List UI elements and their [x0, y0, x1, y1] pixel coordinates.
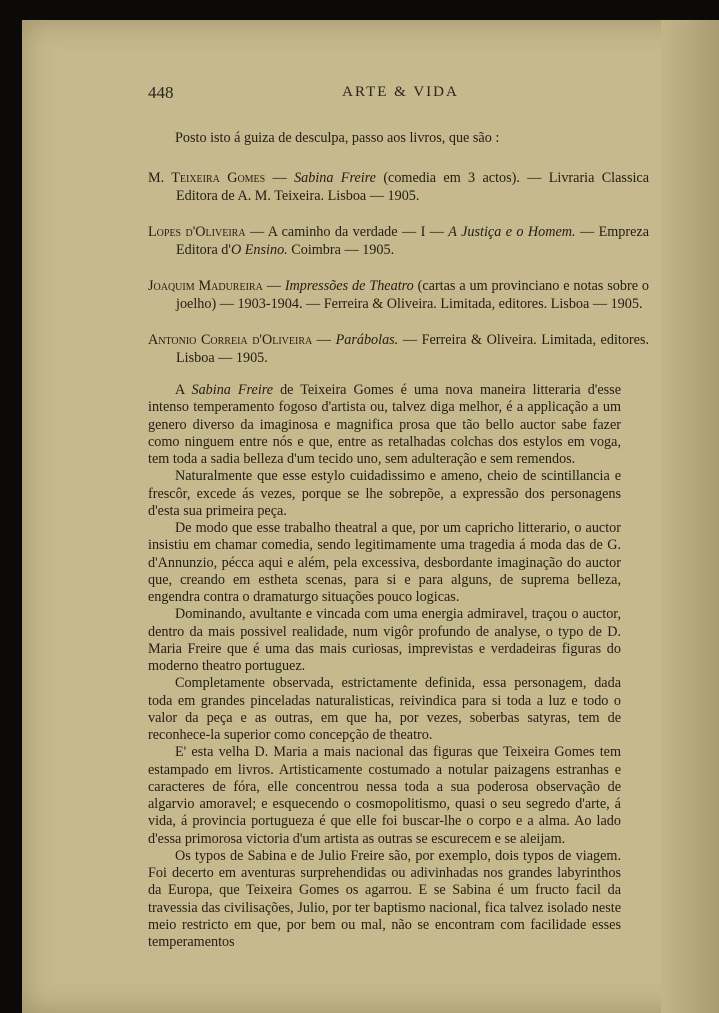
paragraph-1 [148, 382, 621, 468]
paragraph-text: A [175, 382, 185, 398]
book-details: (cartas a um provinciano e notas sobre o joelho) — 1903-1904. — Ferreira & Oliveira. Limitada, editores. Lisboa — 1905. [176, 278, 649, 312]
book-author: Antonio Correia d'Oliveira [148, 332, 313, 348]
book-entry-1: M. Teixeira Gomes — Sabina Freire (comedia em 3 actos). — Livraria Classica Editora de A. M. Teixeira. Lisboa — 1905. [148, 170, 650, 204]
book-title: Sabina Freire [191, 382, 274, 398]
book-title: O Ensino. [230, 241, 288, 258]
page-number: 448 [148, 83, 174, 102]
book-author: Lopes d'Oliveira [148, 224, 246, 240]
book-title: Parábolas. [335, 332, 399, 348]
book-entry-2 [148, 224, 649, 259]
review-body [148, 382, 621, 951]
book-entry-3: Joaquim Madureira — Impressões de Theatro (cartas a um provinciano e notas sobre o joelho) — 1903-1904. — Ferreira & Oliveira. Limitada, editores. Lisboa — 1905. [148, 278, 649, 312]
book-details: (comedia em 3 actos). — Livraria Classica Editora de A. M. Teixeira. Lisboa — 1905. [176, 170, 650, 204]
paragraph-3: De modo que esse trabalho theatral a que, por um capricho litterario, o auctor insistiu em chamar comedia, sendo legitimamente uma tragedia á moda das de G. d'Annunzio, pécca aqui e além, pela excessiva, desbordante imaginação do auctor que, creando em estheta scenas, para si e para alguns, de suprema belleza, engendra contra o dramaturgo situações pouco logicas. [148, 520, 621, 605]
paragraph-5: Completamente observada, estrictamente definida, essa personagem, dada toda em grandes pinceladas naturalisticas, reivindica para si toda a luz e todo o valor da peça e as outras, em que ha, por vezes, soberbas satyras, tem de reconhece-la superior como concepção de theatro. [148, 675, 621, 743]
book-title: Sabina Freire [294, 170, 376, 186]
book-author: Joaquim Madureira [148, 278, 263, 294]
book-title: A Justiça e o Homem. [448, 224, 576, 240]
book-author: M. Teixeira Gomes [148, 170, 266, 186]
paragraph-6: E' esta velha D. Maria a mais nacional das figuras que Teixeira Gomes tem estampado em livros. Artisticamente costumado a notular paizagens estranhas e caracteres de fóra, elle concentrou nessa toda a sua poderosa observação de algarvio amoravel; e esquecendo o cosmopolitismo, quasi o seu segredo d'arte, á vida, á provincia portugueza é que elle foi buscar-lhe o corpo e a alma. Ao lado d'essa primorosa victoria d'um artista as outras se escurecem e se aleijam. [148, 744, 621, 847]
paragraph-7: Os typos de Sabina e de Julio Freire são, por exemplo, dois typos de viagem. Foi decerto em aventuras surprehendidas ou adivinhadas nos grandes labyrinthos da Europa, que Teixeira Gomes os agarrou. E se Sabina é um fructo facil da travessia das civilisações, Julio, por ter baptismo nacional, fica talvez isolado neste meio restricto em que, por bem ou mal, não se encontram com facilidade esses temperamentos [148, 847, 621, 950]
running-head [148, 83, 653, 105]
book-entry-4: Antonio Correia d'Oliveira — Parábolas. — Ferreira & Oliveira. Limitada, editores. Lisboa — 1905. [148, 332, 650, 366]
book-details: — A caminho da verdade — I — [249, 224, 444, 240]
book-title: Impressões de Theatro [284, 278, 414, 294]
page-gutter-shadow [661, 20, 719, 1013]
intro-line: Posto isto á guiza de desculpa, passo aos livros, que são : [175, 130, 500, 146]
paragraph-4: Dominando, avultante e vincada com uma energia admiravel, traçou o auctor, dentro da mais possivel realidade, num vigôr profundo de analyse, o typo de D. Maria Freire que é uma das mais curiosas, imprevistas e verdadeiras figuras do moderno theatro portuguez. [148, 606, 621, 674]
book-details: — Empreza Editora d' [176, 224, 649, 258]
book-details: Coimbra — 1905. [291, 241, 395, 258]
running-title: ARTE & VIDA [342, 84, 459, 100]
book-details: — Ferreira & Oliveira. Limitada, editores. Lisboa — 1905. [176, 332, 650, 366]
paragraph-text: de Teixeira Gomes é uma nova maneira litteraria d'esse intenso temperamento fogoso d'artista ou, talvez diga melhor, é a applicação a um genero diverso da imaginosa e magnifica prosa que tão bello auctor sabe fazer como ninguem entre nós e que, entre as retalhadas colchas dos estylos em voga, tem toda a sadia belleza d'um tecido uno, sem adulteração e sem remendos. [148, 382, 621, 467]
paragraph-2: Naturalmente que esse estylo cuidadissimo e ameno, cheio de scintillancia e frescôr, excede ás vezes, porque se lhe sobrepõe, a expressão dos personagens d'esta sua primeira peça. [148, 468, 621, 519]
